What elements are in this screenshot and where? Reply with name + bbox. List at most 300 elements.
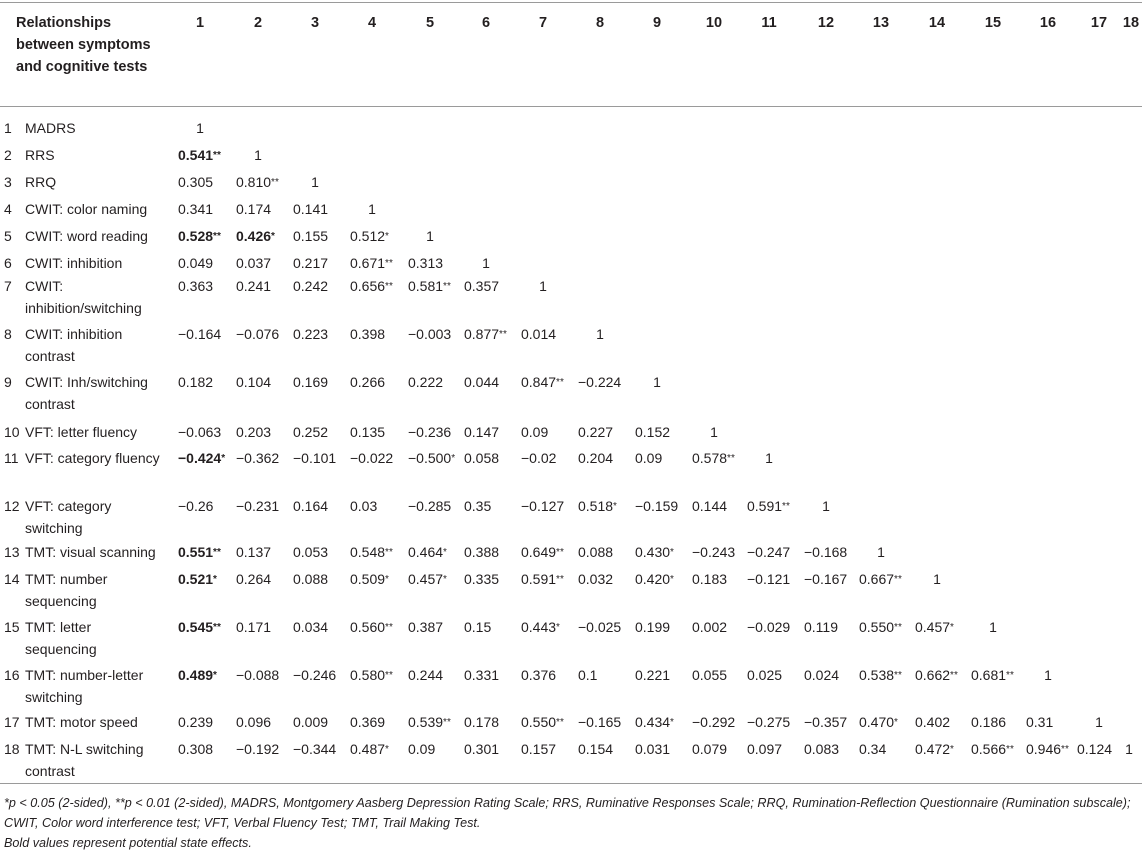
- correlation-cell: [692, 738, 727, 760]
- column-number: 13: [872, 15, 890, 31]
- correlation-value: 0.178: [464, 714, 500, 730]
- correlation-value: 0.656: [350, 278, 386, 294]
- correlation-value: 0.512: [350, 228, 386, 244]
- correlation-value: 0.545: [178, 619, 214, 635]
- correlation-value: −0.003: [408, 326, 452, 342]
- correlation-value: 0.204: [578, 450, 614, 466]
- correlation-cell: [578, 711, 621, 733]
- significance-marker: *: [670, 547, 674, 558]
- correlation-cell: [521, 664, 556, 686]
- correlation-value: 0.09: [408, 741, 436, 757]
- correlation-value: 1: [254, 147, 262, 163]
- correlation-value: 0.649: [521, 544, 557, 560]
- correlation-value: −0.121: [747, 571, 791, 587]
- correlation-cell: [1026, 711, 1053, 733]
- correlation-value: 0.049: [178, 255, 214, 271]
- correlation-value: −0.076: [236, 326, 280, 342]
- correlation-value: 0.119: [804, 619, 838, 635]
- row-index: 4: [4, 201, 12, 217]
- significance-marker: **: [950, 670, 958, 681]
- correlation-cell: [236, 711, 271, 733]
- row-index: 7: [4, 278, 12, 294]
- correlation-value: −0.02: [521, 450, 557, 466]
- correlation-cell: [293, 447, 336, 469]
- significance-marker: *: [670, 574, 674, 585]
- correlation-value: 1: [196, 120, 204, 136]
- correlation-cell: [804, 664, 839, 686]
- correlation-value: 0.088: [293, 571, 329, 587]
- correlation-value: 0.357: [464, 278, 500, 294]
- correlation-cell: [178, 664, 217, 689]
- correlation-value: 1: [765, 450, 773, 466]
- correlation-value: 0.252: [293, 424, 329, 440]
- correlation-cell: [521, 371, 564, 396]
- correlation-value: 0.369: [350, 714, 386, 730]
- correlation-value: −0.088: [236, 667, 280, 683]
- correlation-cell: [464, 541, 499, 563]
- correlation-cell: [350, 738, 389, 763]
- correlation-cell: [692, 664, 727, 686]
- correlation-cell: [692, 495, 727, 517]
- correlation-value: 0.489: [178, 667, 214, 683]
- correlation-cell: [1125, 738, 1133, 760]
- correlation-value: 1: [1044, 667, 1052, 683]
- correlation-value: 0.578: [692, 450, 728, 466]
- correlation-value: 0.032: [578, 571, 614, 587]
- correlation-value: 1: [1095, 714, 1103, 730]
- correlation-cell: [521, 495, 564, 517]
- correlation-cell: [877, 541, 885, 563]
- correlation-cell: [692, 447, 735, 472]
- correlation-cell: [236, 616, 271, 638]
- correlation-cell: [578, 447, 613, 469]
- correlation-value: 0.548: [350, 544, 386, 560]
- correlation-value: 0.509: [350, 571, 386, 587]
- correlation-value: 0.217: [293, 255, 329, 271]
- significance-marker: *: [950, 622, 954, 633]
- correlation-cell: [578, 495, 617, 520]
- correlation-value: −0.022: [350, 450, 394, 466]
- correlation-value: 0.387: [408, 619, 444, 635]
- row-index: 17: [4, 714, 20, 730]
- correlation-cell: [236, 738, 279, 760]
- correlation-cell: [178, 541, 221, 566]
- row-label: VFT: category switching: [25, 498, 112, 536]
- correlation-cell: [293, 275, 328, 297]
- correlation-cell: [178, 568, 217, 593]
- row-label: CWIT: Inh/switching contrast: [25, 374, 148, 412]
- row-index: 16: [4, 667, 20, 683]
- row-label: TMT: number-letter switching: [25, 667, 144, 705]
- correlation-cell: [1077, 738, 1112, 760]
- correlation-cell: [293, 371, 328, 393]
- correlation-value: 0.244: [408, 667, 444, 683]
- correlation-value: 0.538: [859, 667, 895, 683]
- column-number: 18: [1122, 15, 1140, 31]
- correlation-value: 0.591: [747, 498, 783, 514]
- correlation-cell: [408, 447, 455, 472]
- correlation-cell: [368, 198, 376, 220]
- correlation-value: 0.223: [293, 326, 329, 342]
- correlation-value: 0.301: [464, 741, 500, 757]
- row-label: TMT: number sequencing: [25, 571, 108, 609]
- row-index: 11: [4, 450, 19, 466]
- correlation-value: −0.063: [178, 424, 222, 440]
- correlation-value: 0.239: [178, 714, 214, 730]
- significance-marker: **: [271, 177, 279, 188]
- correlation-cell: [464, 568, 499, 590]
- correlation-value: −0.029: [747, 619, 791, 635]
- correlation-cell: [747, 616, 790, 638]
- correlation-value: 0.581: [408, 278, 444, 294]
- significance-marker: *: [213, 670, 217, 681]
- correlation-value: 0.420: [635, 571, 671, 587]
- correlation-value: 0.591: [521, 571, 557, 587]
- correlation-cell: [747, 495, 790, 520]
- significance-marker: **: [556, 574, 564, 585]
- correlation-value: 0.174: [236, 201, 272, 217]
- correlation-cell: [635, 711, 674, 736]
- table-header-rule: [0, 106, 1142, 107]
- column-number: 16: [1039, 15, 1057, 31]
- correlation-cell: [692, 711, 735, 733]
- column-number: 11: [761, 15, 777, 31]
- correlation-value: 0.104: [236, 374, 272, 390]
- correlation-cell: [178, 447, 225, 472]
- correlation-value: 0.025: [747, 667, 783, 683]
- correlation-value: 0.398: [350, 326, 386, 342]
- significance-marker: *: [221, 453, 226, 464]
- correlation-value: −0.275: [747, 714, 791, 730]
- correlation-value: 0.667: [859, 571, 895, 587]
- column-number: 7: [538, 15, 548, 31]
- correlation-cell: [236, 198, 271, 220]
- correlation-value: 0.183: [692, 571, 728, 587]
- correlation-cell: [178, 738, 213, 760]
- row-index: 2: [4, 147, 12, 163]
- correlation-cell: [236, 447, 279, 469]
- correlation-cell: [408, 495, 451, 517]
- correlation-cell: [293, 198, 328, 220]
- significance-marker: **: [213, 231, 221, 242]
- row-label: TMT: visual scanning: [25, 544, 156, 560]
- correlation-cell: [464, 371, 499, 393]
- correlation-value: 0.443: [521, 619, 557, 635]
- column-number: 2: [253, 15, 263, 31]
- correlation-cell: [350, 323, 385, 345]
- correlation-cell: [350, 616, 393, 641]
- correlation-value: −0.500: [408, 450, 452, 466]
- correlation-cell: [1044, 664, 1052, 686]
- significance-marker: **: [213, 547, 221, 558]
- correlation-cell: [350, 225, 389, 250]
- correlation-cell: [635, 568, 674, 593]
- significance-marker: **: [385, 547, 393, 558]
- column-number: 8: [595, 15, 605, 31]
- correlation-value: 0.457: [915, 619, 951, 635]
- correlation-cell: [236, 252, 271, 274]
- correlation-cell: [408, 323, 451, 345]
- correlation-value: 0.222: [408, 374, 444, 390]
- significance-marker: **: [385, 258, 393, 269]
- correlation-value: 0.566: [971, 741, 1007, 757]
- correlation-cell: [178, 495, 213, 517]
- row-label: RRS: [25, 147, 55, 163]
- row-label: MADRS: [25, 120, 76, 136]
- row-index: 3: [4, 174, 12, 190]
- correlation-value: 0.147: [464, 424, 500, 440]
- correlation-cell: [521, 616, 560, 641]
- correlation-value: 0.341: [178, 201, 214, 217]
- correlation-cell: [350, 495, 377, 517]
- correlation-value: 0.044: [464, 374, 500, 390]
- correlation-value: 0.002: [692, 619, 728, 635]
- correlation-value: 0.551: [178, 544, 214, 560]
- correlation-value: 0.671: [350, 255, 386, 271]
- row-index: 15: [4, 619, 20, 635]
- table-footnote: [4, 793, 1134, 853]
- correlation-cell: [464, 323, 507, 348]
- correlation-cell: [350, 541, 393, 566]
- correlation-value: 0.31: [1026, 714, 1054, 730]
- correlation-value: 0.266: [350, 374, 386, 390]
- correlation-value: 0.203: [236, 424, 272, 440]
- correlation-value: 0.877: [464, 326, 500, 342]
- correlation-value: 0.199: [635, 619, 671, 635]
- column-number: 1: [195, 15, 205, 31]
- correlation-value: 0.144: [692, 498, 728, 514]
- correlation-cell: [293, 738, 336, 760]
- correlation-cell: [408, 738, 435, 760]
- row-label: TMT: motor speed: [25, 714, 138, 730]
- correlation-value: 0.164: [293, 498, 329, 514]
- correlation-cell: [521, 323, 556, 345]
- significance-marker: **: [385, 670, 393, 681]
- correlation-value: 0.946: [1026, 741, 1062, 757]
- correlation-value: 0.662: [915, 667, 951, 683]
- correlation-cell: [236, 495, 279, 517]
- correlation-cell: [747, 738, 782, 760]
- correlation-cell: [635, 495, 678, 517]
- correlation-value: 0.182: [178, 374, 214, 390]
- correlation-value: −0.192: [236, 741, 280, 757]
- correlation-cell: [178, 171, 213, 193]
- column-number: 3: [310, 15, 320, 31]
- row-label: CWIT: inhibition contrast: [25, 326, 123, 364]
- correlation-cell: [521, 447, 556, 469]
- correlation-value: −0.246: [293, 667, 337, 683]
- correlation-value: −0.362: [236, 450, 280, 466]
- correlation-value: 0.009: [293, 714, 329, 730]
- correlation-cell: [254, 144, 262, 166]
- correlation-cell: [311, 171, 319, 193]
- correlation-cell: [408, 275, 451, 300]
- correlation-value: 0.487: [350, 741, 386, 757]
- correlation-cell: [293, 616, 328, 638]
- correlation-cell: [521, 421, 548, 443]
- row-index: 13: [4, 544, 20, 560]
- row-label: VFT: letter fluency: [25, 424, 138, 440]
- correlation-value: 0.681: [971, 667, 1007, 683]
- correlation-cell: [859, 711, 898, 736]
- column-number: 14: [928, 15, 946, 31]
- correlation-cell: [178, 225, 221, 250]
- correlation-value: 0.560: [350, 619, 386, 635]
- correlation-cell: [426, 225, 434, 247]
- significance-marker: *: [613, 501, 617, 512]
- correlation-value: 0.810: [236, 174, 272, 190]
- correlation-cell: [915, 711, 950, 733]
- correlation-value: 0.434: [635, 714, 671, 730]
- correlation-cell: [293, 421, 328, 443]
- significance-marker: **: [385, 622, 393, 633]
- correlation-value: 0.154: [578, 741, 614, 757]
- correlation-cell: [578, 664, 597, 686]
- significance-marker: *: [451, 453, 456, 464]
- correlation-value: 1: [482, 255, 490, 271]
- correlation-value: 0.055: [692, 667, 728, 683]
- correlation-cell: [578, 738, 613, 760]
- correlation-value: 0.227: [578, 424, 614, 440]
- significance-marker: **: [894, 574, 902, 585]
- correlation-value: 0.034: [293, 619, 329, 635]
- correlation-value: 1: [311, 174, 319, 190]
- correlation-value: −0.164: [178, 326, 222, 342]
- correlation-value: 0.35: [464, 498, 492, 514]
- column-number: 10: [705, 15, 723, 31]
- correlation-cell: [408, 421, 451, 443]
- correlation-cell: [178, 198, 213, 220]
- correlation-value: 0.457: [408, 571, 444, 587]
- correlation-value: −0.165: [578, 714, 622, 730]
- correlation-value: 0.331: [464, 667, 500, 683]
- correlation-value: 0.305: [178, 174, 214, 190]
- significance-marker: *: [385, 574, 389, 585]
- significance-marker: *: [443, 547, 447, 558]
- correlation-value: 0.169: [293, 374, 329, 390]
- row-label: TMT: letter sequencing: [25, 619, 97, 657]
- significance-marker: **: [443, 717, 451, 728]
- correlation-value: 0.363: [178, 278, 214, 294]
- correlation-cell: [293, 323, 328, 345]
- correlation-value: 1: [539, 278, 547, 294]
- correlation-value: 0.430: [635, 544, 671, 560]
- row-index: 14: [4, 571, 20, 587]
- correlation-cell: [293, 252, 328, 274]
- correlation-cell: [293, 711, 328, 733]
- significance-marker: *: [670, 717, 674, 728]
- correlation-cell: [989, 616, 997, 638]
- correlation-cell: [464, 447, 499, 469]
- row-index: 1: [4, 120, 12, 136]
- row-label: CWIT: word reading: [25, 228, 148, 244]
- correlation-value: 0.550: [521, 714, 557, 730]
- correlation-cell: [915, 664, 958, 689]
- correlation-cell: [482, 252, 490, 274]
- significance-marker: *: [271, 231, 275, 242]
- significance-marker: **: [1061, 744, 1069, 755]
- significance-marker: **: [556, 377, 564, 388]
- correlation-cell: [350, 664, 393, 689]
- correlation-value: 0.221: [635, 667, 671, 683]
- correlation-cell: [178, 421, 221, 443]
- correlation-cell: [350, 711, 385, 733]
- correlation-cell: [521, 711, 564, 736]
- row-label: RRQ: [25, 174, 57, 190]
- correlation-cell: [350, 252, 393, 277]
- correlation-value: 1: [596, 326, 604, 342]
- correlation-value: −0.247: [747, 544, 791, 560]
- correlation-value: −0.243: [692, 544, 736, 560]
- significance-marker: *: [556, 622, 560, 633]
- correlation-cell: [178, 252, 213, 274]
- correlation-value: 1: [877, 544, 885, 560]
- row-index: 12: [4, 498, 20, 514]
- table-top-rule: [0, 2, 1142, 3]
- correlation-value: 0.518: [578, 498, 614, 514]
- correlation-value: −0.101: [293, 450, 337, 466]
- correlation-cell: [408, 541, 447, 566]
- correlation-value: 0.472: [915, 741, 951, 757]
- correlation-cell: [521, 738, 556, 760]
- correlation-cell: [692, 616, 727, 638]
- correlation-value: −0.231: [236, 498, 280, 514]
- significance-marker: **: [213, 622, 221, 633]
- correlation-cell: [293, 541, 328, 563]
- significance-marker: **: [443, 281, 451, 292]
- correlation-cell: [236, 664, 279, 686]
- correlation-value: 0.464: [408, 544, 444, 560]
- correlation-cell: [293, 568, 328, 590]
- correlation-cell: [236, 323, 279, 345]
- significance-marker: **: [894, 622, 902, 633]
- correlation-value: 1: [822, 498, 830, 514]
- column-number: 12: [817, 15, 835, 31]
- correlation-value: 1: [1125, 741, 1133, 757]
- correlation-cell: [859, 738, 886, 760]
- table-header-title: Relationships between symptoms and cognitive tests: [16, 15, 151, 75]
- correlation-cell: [692, 568, 727, 590]
- correlation-cell: [521, 568, 564, 593]
- correlation-value: 0.15: [464, 619, 492, 635]
- correlation-cell: [178, 371, 213, 393]
- column-number: 4: [367, 15, 377, 31]
- correlation-value: 0.1: [578, 667, 598, 683]
- correlation-value: 0.053: [293, 544, 329, 560]
- row-index: 9: [4, 374, 12, 390]
- correlation-cell: [804, 568, 847, 590]
- correlation-value: 0.335: [464, 571, 500, 587]
- correlation-value: 0.847: [521, 374, 557, 390]
- correlation-value: 0.264: [236, 571, 272, 587]
- row-label: CWIT: inhibition: [25, 255, 123, 271]
- correlation-cell: [692, 541, 735, 563]
- correlation-value: 0.024: [804, 667, 840, 683]
- significance-marker: **: [385, 281, 393, 292]
- correlation-value: 0.137: [236, 544, 272, 560]
- correlation-cell: [859, 568, 902, 593]
- correlation-value: 0.014: [521, 326, 557, 342]
- significance-marker: *: [385, 231, 389, 242]
- significance-marker: **: [499, 329, 507, 340]
- correlation-value: 1: [426, 228, 434, 244]
- correlation-value: −0.236: [408, 424, 452, 440]
- correlation-cell: [178, 144, 221, 169]
- correlation-value: 0.079: [692, 741, 728, 757]
- row-index: 8: [4, 326, 12, 342]
- correlation-value: −0.344: [293, 741, 337, 757]
- correlation-value: −0.26: [178, 498, 214, 514]
